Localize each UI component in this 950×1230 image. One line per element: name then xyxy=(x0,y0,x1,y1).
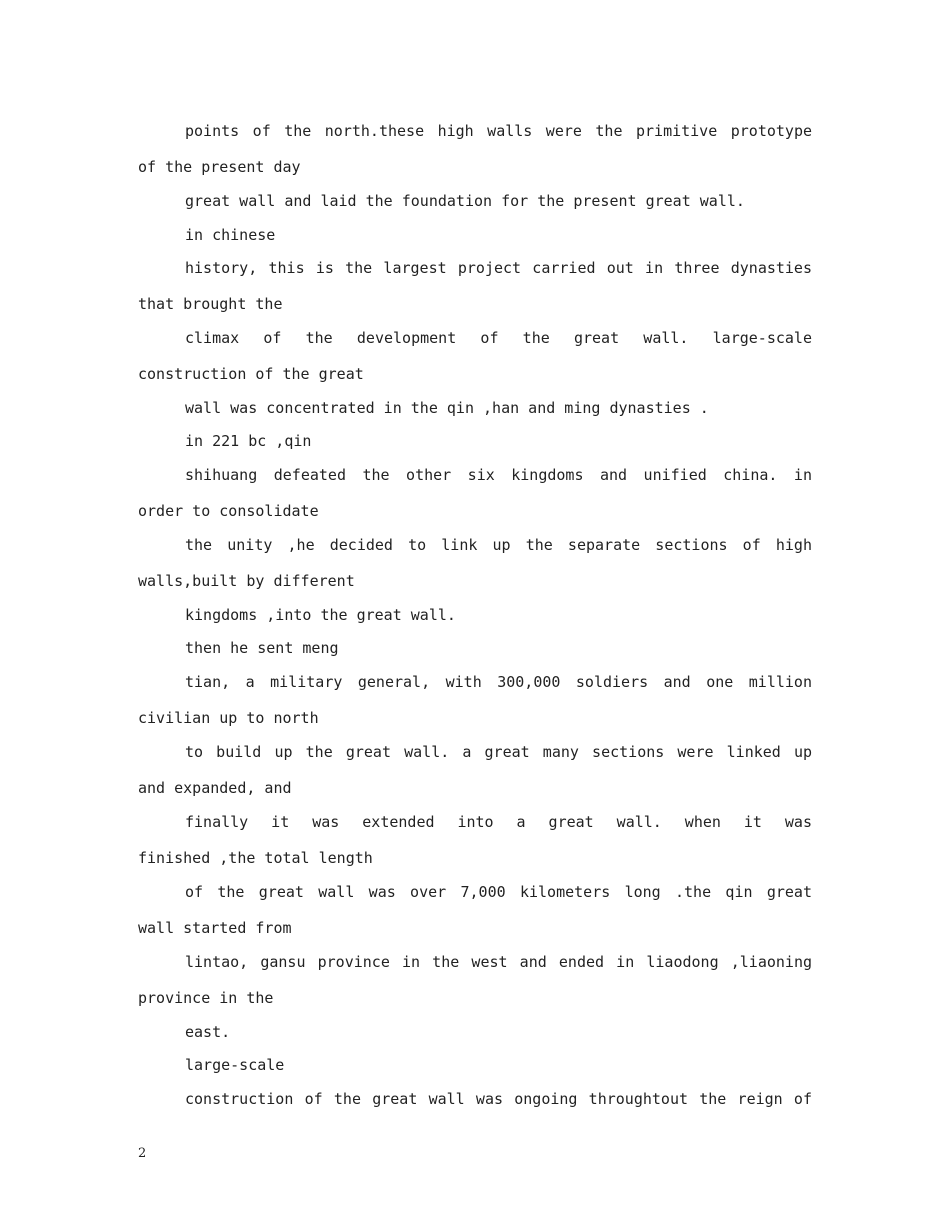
text-line: of the present day xyxy=(138,158,301,176)
text-line: civilian up to north xyxy=(138,709,319,727)
text-line: tian, a military general, with 300,000 soldiers and one million xyxy=(185,673,812,691)
text-line: lintao, gansu province in the west and ended in liaodong ,liaoning xyxy=(185,953,812,971)
text-line: east. xyxy=(185,1023,231,1041)
text-line: then he sent meng xyxy=(185,639,339,657)
text-line: province in the xyxy=(138,989,274,1007)
text-line: walls,built by different xyxy=(138,572,355,590)
text-line: wall was concentrated in the qin ,han and ming dynasties . xyxy=(185,399,709,417)
text-line: kingdoms ,into the great wall. xyxy=(185,606,456,624)
page-number: 2 xyxy=(138,1146,147,1161)
text-line: shihuang defeated the other six kingdoms and unified china. in xyxy=(185,466,812,484)
text-line: in 221 bc ,qin xyxy=(185,432,312,450)
text-line: large-scale xyxy=(185,1056,285,1074)
text-line: finished ,the total length xyxy=(138,849,373,867)
text-line: climax of the development of the great wall. large-scale xyxy=(185,329,812,347)
text-line: wall started from xyxy=(138,919,292,937)
text-line: construction of the great xyxy=(138,365,364,383)
text-line: points of the north.these high walls were the primitive prototype xyxy=(185,122,812,140)
text-line: the unity ,he decided to link up the separate sections of high xyxy=(185,536,812,554)
text-line: great wall and laid the foundation for the present great wall. xyxy=(185,192,745,210)
text-line: finally it was extended into a great wall. when it was xyxy=(185,813,812,831)
text-line: construction of the great wall was ongoing throughtout the reign of xyxy=(185,1090,812,1108)
text-line: of the great wall was over 7,000 kilometers long .the qin great xyxy=(185,883,812,901)
text-line: and expanded, and xyxy=(138,779,292,797)
text-line: to build up the great wall. a great many sections were linked up xyxy=(185,743,812,761)
text-line: order to consolidate xyxy=(138,502,319,520)
text-line: history, this is the largest project carried out in three dynasties xyxy=(185,259,812,277)
text-line: that brought the xyxy=(138,295,283,313)
text-line: in chinese xyxy=(185,226,276,244)
